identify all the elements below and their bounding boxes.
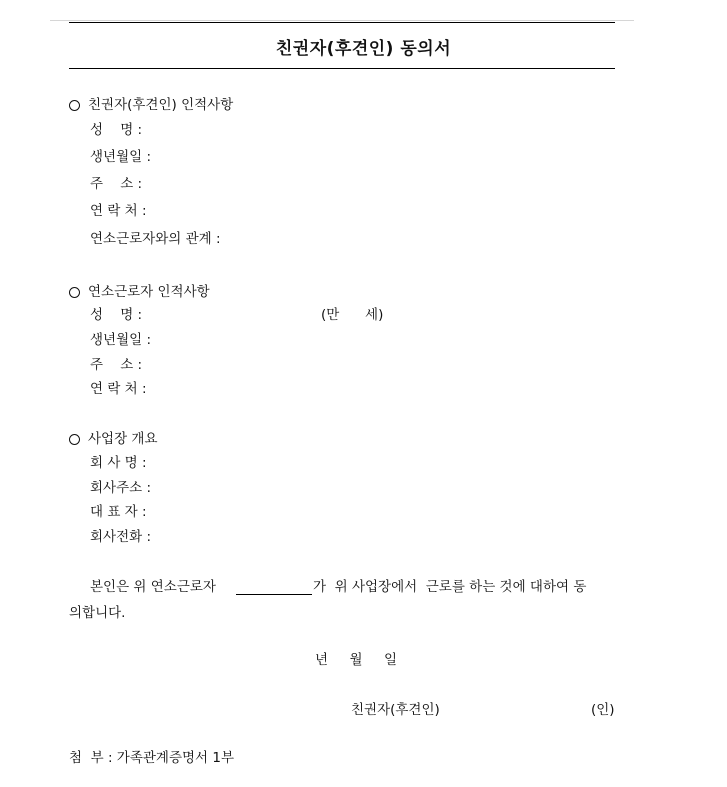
guardian-address-label: 주 소 : (90, 176, 143, 192)
minor-address-label: 주 소 : (90, 357, 143, 373)
document-title: 친권자(후견인) 동의서 (275, 39, 452, 59)
company-name-label: 회 사 명 : (90, 455, 147, 471)
guardian-name-label: 성 명 : (90, 122, 143, 138)
minor-name-label: 성 명 : (90, 307, 143, 323)
title-top-rule (69, 22, 615, 23)
date-line: 년 월 일 (315, 652, 398, 668)
section-bullet-circle (69, 287, 80, 298)
guardian-contact-label: 연 락 처 : (90, 203, 147, 219)
attachment-note: 첨 부 : 가족관계증명서 1부 (69, 750, 235, 766)
consent-text-line2: 의합니다. (69, 605, 126, 621)
section-bullet-circle (69, 100, 80, 111)
guardian-relation-label: 연소근로자와의 관계 : (90, 231, 221, 247)
minor-birth-label: 생년월일 : (90, 332, 152, 348)
signature-label: 친권자(후견인) (351, 702, 440, 718)
ceo-label: 대 표 자 : (90, 504, 147, 520)
consent-text-part2: 가 위 사업장에서 근로를 하는 것에 대하여 동 (313, 579, 587, 595)
company-address-label: 회사주소 : (90, 480, 152, 496)
minor-contact-label: 연 락 처 : (90, 381, 147, 397)
seal-mark: (인) (591, 702, 615, 718)
consent-text-part1: 본인은 위 연소근로자 (90, 579, 216, 595)
guardian-birth-label: 생년월일 : (90, 149, 152, 165)
top-border-faint (50, 20, 634, 21)
title-bottom-rule (69, 68, 615, 69)
minor-section-heading: 연소근로자 인적사항 (88, 284, 210, 300)
guardian-section-heading: 친권자(후견인) 인적사항 (88, 97, 234, 113)
section-bullet-circle (69, 434, 80, 445)
workplace-section-heading: 사업장 개요 (88, 431, 158, 447)
company-phone-label: 회사전화 : (90, 529, 152, 545)
minor-age-label: (만 세) (321, 307, 384, 323)
minor-name-blank-line (236, 594, 312, 595)
